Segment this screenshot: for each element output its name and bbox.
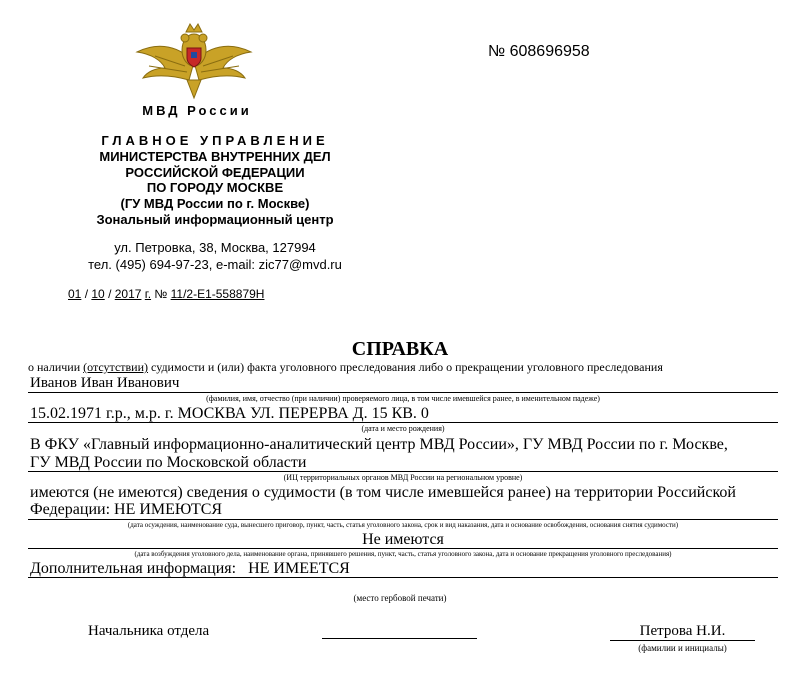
birth-info: 15.02.1971 г.р., м.р. г. МОСКВА УЛ. ПЕРЕРВА Д. 15 КВ. 0 (30, 405, 429, 422)
name-caption: (фамилия, имя, отчество (при наличии) проверяемого лица, в том числе имевшейся ранее, в именительном падеже) (206, 394, 600, 403)
signatory-name-underline (610, 640, 755, 641)
signatory-name-caption: (фамилии и инициалы) (638, 643, 727, 653)
document-number: № 608696958 (488, 43, 590, 60)
conviction-underline (28, 519, 778, 520)
reg-number: 11/2-Е1-558879Н (170, 287, 265, 301)
org-line-4: ПО ГОРОДУ МОСКВЕ (146, 180, 284, 195)
birth-underline (28, 422, 778, 423)
org-contacts: тел. (495) 694-97-23, e-mail: zic77@mvd.ru (88, 257, 342, 272)
person-name: Иванов Иван Иванович (30, 375, 180, 391)
info-center-line-2: ГУ МВД России по Московской области (30, 454, 307, 471)
stamp-caption: (место гербовой печати) (353, 593, 447, 603)
additional-underline (28, 577, 778, 578)
date-suffix: г. (144, 287, 152, 301)
org-line-2: МИНИСТЕРСТВА ВНУТРЕННИХ ДЕЛ (99, 149, 331, 164)
signatory-name: Петрова Н.И. (639, 623, 726, 639)
org-address: ул. Петровка, 38, Москва, 127994 (114, 240, 316, 255)
subtitle-underlined: (отсутствии) (83, 360, 149, 374)
subtitle-pre: о наличии (28, 360, 84, 374)
document-title: СПРАВКА (351, 338, 449, 360)
additional-info (30, 560, 350, 578)
org-line-3: РОССИЙСКОЙ ФЕДЕРАЦИИ (125, 165, 305, 180)
case-caption: (дата возбуждения уголовного дела, наименование органа, принявшего решения, пункт, часть, статья уголовного закона, дата и основание прекращения уголовного преследования) (134, 550, 672, 558)
signature-line (322, 638, 477, 639)
info-center-line-1: В ФКУ «Главный информационно-аналитический центр МВД России», ГУ МВД России по г. Москве, (30, 436, 728, 453)
conviction-caption: (дата осуждения, наименование суда, вынесшего приговор, пункт, часть, статья уголовного закона, срок и вид наказания, дата и основание освобождения, основания снятия судимости) (127, 521, 679, 529)
additional-label: Дополнительная информация: (30, 560, 237, 577)
criminal-case-value: Не имеются (362, 531, 444, 548)
birth-caption: (дата и место рождения) (361, 424, 445, 433)
name-underline (28, 392, 778, 393)
conviction-value: НЕ ИМЕЮТСЯ (114, 501, 223, 518)
date-month: 10 (91, 287, 105, 301)
document-subtitle (28, 360, 663, 375)
org-line-6: Зональный информационный центр (96, 212, 334, 227)
org-caption: (ИЦ территориальных органов МВД России на региональном уровне) (283, 473, 523, 482)
signatory-position: Начальника отдела (88, 623, 210, 639)
conviction-label: Федерации: (30, 501, 115, 518)
issue-date-reg-number: 01 / 10 / 2017 г. № 11/2-Е1-558879Н (68, 287, 265, 301)
org-line-1: ГЛАВНОЕ УПРАВЛЕНИЕ (101, 133, 329, 148)
date-year: 2017 (114, 287, 142, 301)
additional-value: НЕ ИМЕЕТСЯ (248, 560, 350, 577)
conviction-result (30, 501, 222, 519)
mvd-emblem (135, 22, 253, 100)
ministry-short-name: МВД России (142, 103, 252, 118)
org-underline (28, 471, 778, 472)
org-line-5: (ГУ МВД России по г. Москве) (120, 196, 310, 211)
case-underline (28, 548, 778, 549)
date-day: 01 (68, 287, 82, 301)
subtitle-post: судимости и (или) факта уголовного преследования либо о прекращении уголовного преследования (148, 360, 663, 374)
conviction-statement: имеются (не имеются) сведения о судимости (в том числе имевшейся ранее) на территории Российской (30, 484, 736, 501)
reg-label: № (154, 287, 168, 301)
